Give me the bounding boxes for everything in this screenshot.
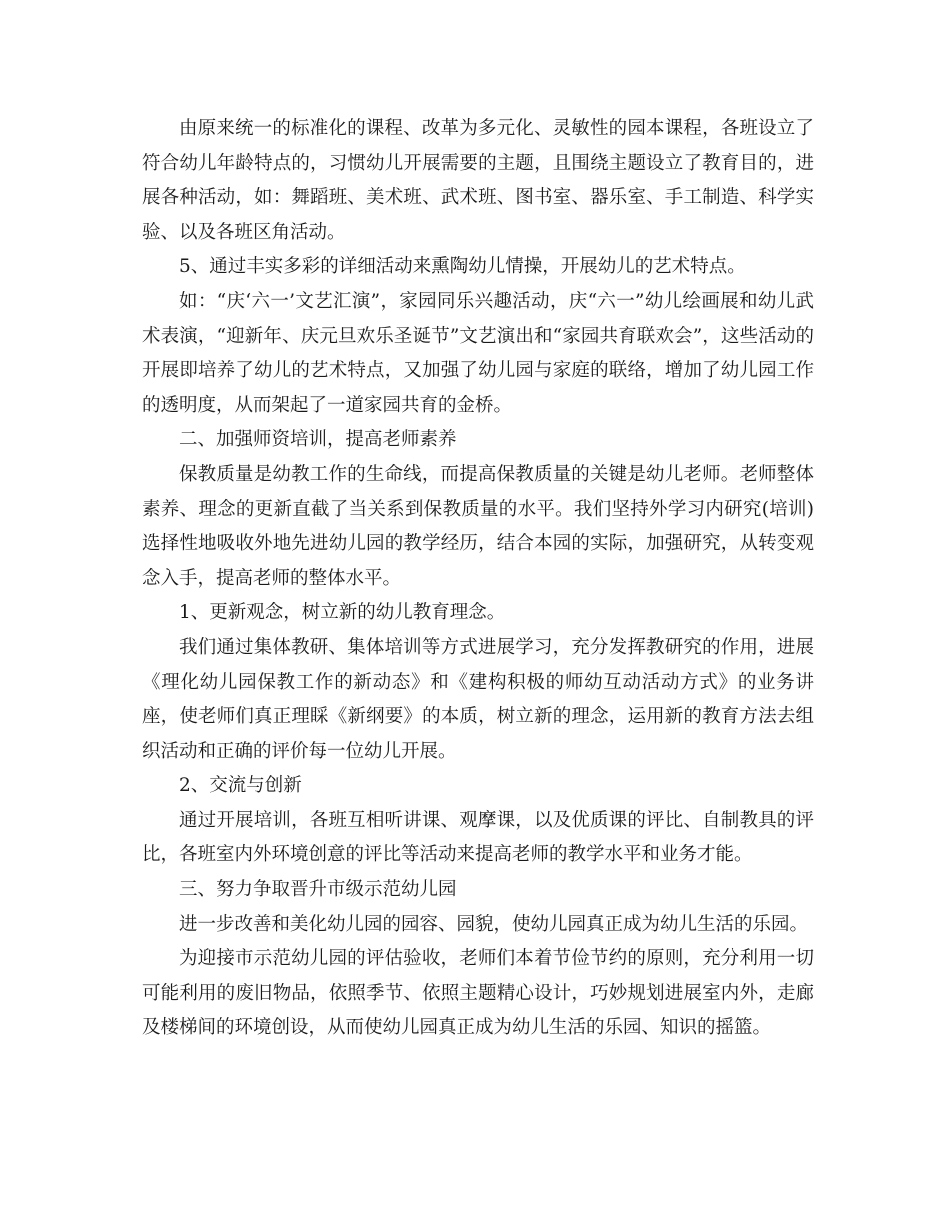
paragraph-teaching-quality: 保教质量是幼教工作的生命线，而提高保教质量的关键是幼儿老师。老师整体素养、理念的更新直截了当关系到保教质量的水平。我们坚持外学习内研究(培训)选择性地吸收外地先进幼儿园的教学经历，结合本园的实际，加强研究，从转变观念入手，提高老师的整体水平。 bbox=[142, 463, 814, 589]
paragraph-item-2: 2、交流与创新 bbox=[179, 775, 302, 797]
section-heading-model-kindergarten: 三、努力争取晋升市级示范幼儿园 bbox=[179, 879, 457, 901]
paragraph-curriculum-reform: 由原来统一的标准化的课程、改革为多元化、灵敏性的园本课程，各班设立了符合幼儿年龄特点的，习惯幼儿开展需要的主题，且围绕主题设立了教育目的，进展各种活动，如：舞蹈班、美术班、武术班、图书室、器乐室、手工制造、科学实验、以及各班区角活动。 bbox=[142, 118, 814, 243]
paragraph-activities-examples: 如：“庆‘六一’文艺汇演”，家园同乐兴趣活动，庆“六一”幼儿绘画展和幼儿武术表演，“迎新年、庆元旦欢乐圣诞节”文艺演出和“家园共育联欢会”，这些活动的开展即培养了幼儿的艺术特点，又加强了幼儿园与家庭的联络，增加了幼儿园工作的透明度，从而架起了一道家园共育的金桥。 bbox=[142, 290, 814, 416]
paragraph-training-exchange: 通过开展培训，各班互相听讲课、观摩课，以及优质课的评比、自制教具的评比，各班室内外环境创意的评比等活动来提高老师的教学水平和业务才能。 bbox=[142, 809, 814, 866]
paragraph-item-1: 1、更新观念，树立新的幼儿教育理念。 bbox=[179, 602, 506, 624]
paragraph-collective-research: 我们通过集体教研、集体培训等方式进展学习，充分发挥教研究的作用，进展《理化幼儿园保教工作的新动态》和《建构积极的师幼互动活动方式》的业务讲座，使老师们真正理睬《新纲要》的本质，树立新的理念，运用新的教育方法去组织活动和正确的评价每一位幼儿开展。 bbox=[142, 636, 814, 762]
paragraph-item-5: 5、通过丰实多彩的详细活动来熏陶幼儿情操，开展幼儿的艺术特点。 bbox=[179, 256, 746, 278]
paragraph-improve-environment: 进一步改善和美化幼儿园的园容、园貌，使幼儿园真正成为幼儿生活的乐园。 bbox=[179, 913, 809, 935]
paragraph-evaluation-prep: 为迎接市示范幼儿园的评估验收，老师们本着节俭节约的原则，充分利用一切可能利用的废旧物品，依照季节、依照主题精心设计，巧妙规划进展室内外，走廊及楼梯间的环境创设，从而使幼儿园真正成为幼儿生活的乐园、知识的摇篮。 bbox=[142, 948, 814, 1039]
document-body bbox=[142, 112, 814, 1046]
section-heading-teacher-training: 二、加强师资培训，提高老师素养 bbox=[179, 429, 457, 451]
